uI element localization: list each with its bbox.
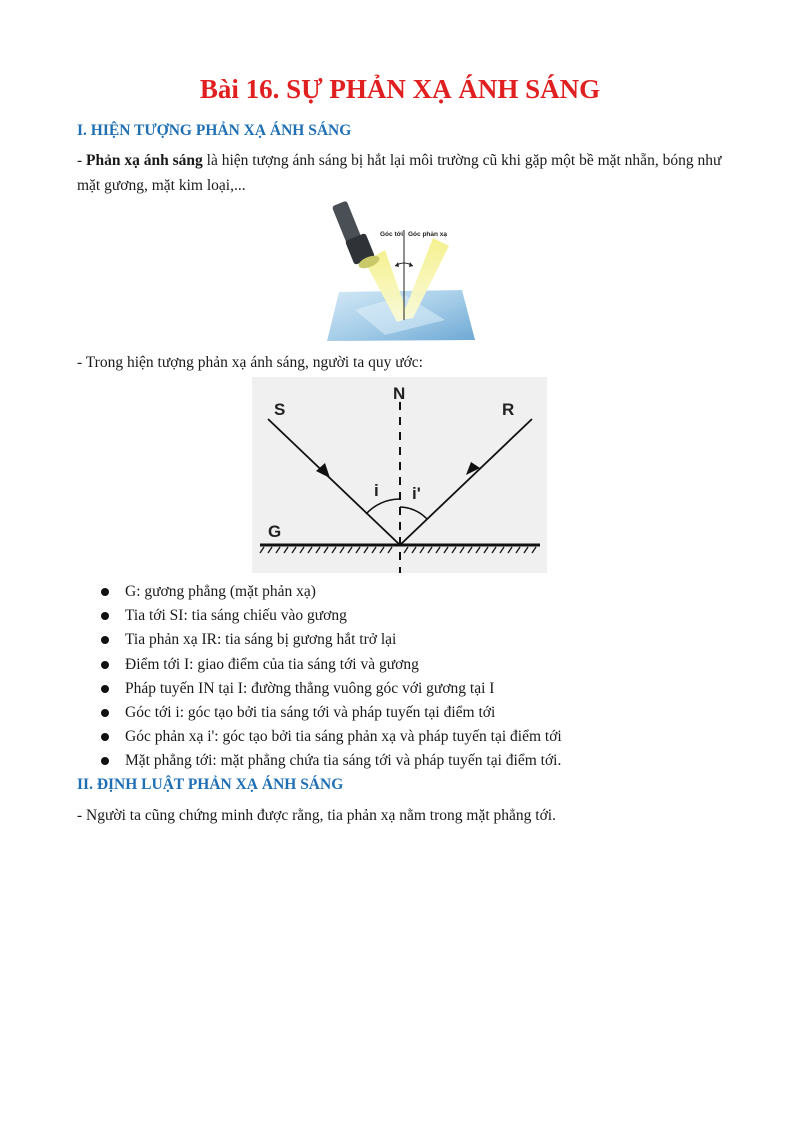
intro-definition: là hiện tượng ánh sáng bị hắt lại môi trường cũ khi gặp một bề mặt nhẵn, bóng như mặt gương, mặt kim loại,... (77, 152, 722, 194)
label-i-prime: i' (412, 484, 421, 503)
bullet-icon (101, 612, 109, 620)
list-item (77, 653, 562, 677)
page-title: Bài 16. SỰ PHẢN XẠ ÁNH SÁNG (199, 74, 601, 104)
flashlight-reflection-figure (325, 200, 475, 342)
list-item-text: G: gương phẳng (mặt phản xạ) (125, 583, 316, 600)
bullet-icon (101, 733, 109, 741)
label-G: G (268, 522, 282, 541)
bullet-icon (101, 757, 109, 765)
list-item (77, 701, 562, 725)
reflection-ray-diagram (252, 377, 547, 573)
convention-list (77, 580, 562, 774)
section-1-heading: I. HIỆN TƯỢNG PHẢN XẠ ÁNH SÁNG (77, 122, 352, 139)
bullet-icon (101, 685, 109, 693)
list-item (77, 677, 562, 701)
label-R: R (502, 400, 515, 419)
bullet-icon (101, 709, 109, 717)
list-item-text: Góc tới i: góc tạo bởi tia sáng tới và pháp tuyến tại điểm tới (125, 703, 496, 721)
list-item-text: Tia phản xạ IR: tia sáng bị gương hắt trở lại (125, 631, 397, 649)
reflection-angle-label: Góc phản xạ (408, 231, 448, 238)
intro-dash: - (77, 152, 87, 169)
law-paragraph: - Người ta cũng chứng minh được rằng, tia phản xạ nằm trong mặt phẳng tới. (77, 807, 556, 824)
convention-paragraph: - Trong hiện tượng phản xạ ánh sáng, người ta quy ước: (77, 354, 423, 371)
label-N: N (393, 384, 406, 403)
list-item (77, 628, 562, 652)
intro-term: Phản xạ ánh sáng (86, 152, 203, 169)
list-item (77, 604, 562, 628)
list-item-text: Pháp tuyến IN tại I: đường thẳng vuông góc với gương tại I (125, 679, 495, 697)
list-item (77, 725, 562, 749)
list-item-text: Mặt phẳng tới: mặt phẳng chứa tia sáng tới và pháp tuyến tại điểm tới. (125, 752, 562, 770)
label-I: I (396, 557, 400, 573)
intro-paragraph (77, 148, 727, 198)
list-item (77, 580, 562, 604)
bullet-icon (101, 661, 109, 669)
bullet-icon (101, 588, 109, 596)
list-item-text: Tia tới SI: tia sáng chiếu vào gương (125, 607, 347, 625)
label-i: i (374, 481, 379, 500)
incident-angle-label: Góc tới (380, 231, 404, 238)
list-item-text: Điểm tới I: giao điểm của tia sáng tới và gương (125, 655, 419, 673)
section-2-heading: II. ĐỊNH LUẬT PHẢN XẠ ÁNH SÁNG (77, 776, 344, 793)
label-S: S (274, 400, 286, 419)
list-item-text: Góc phản xạ i': góc tạo bởi tia sáng phản xạ và pháp tuyến tại điểm tới (125, 728, 562, 746)
flashlight-icon (332, 201, 381, 271)
bullet-icon (101, 636, 109, 644)
list-item (77, 749, 562, 773)
